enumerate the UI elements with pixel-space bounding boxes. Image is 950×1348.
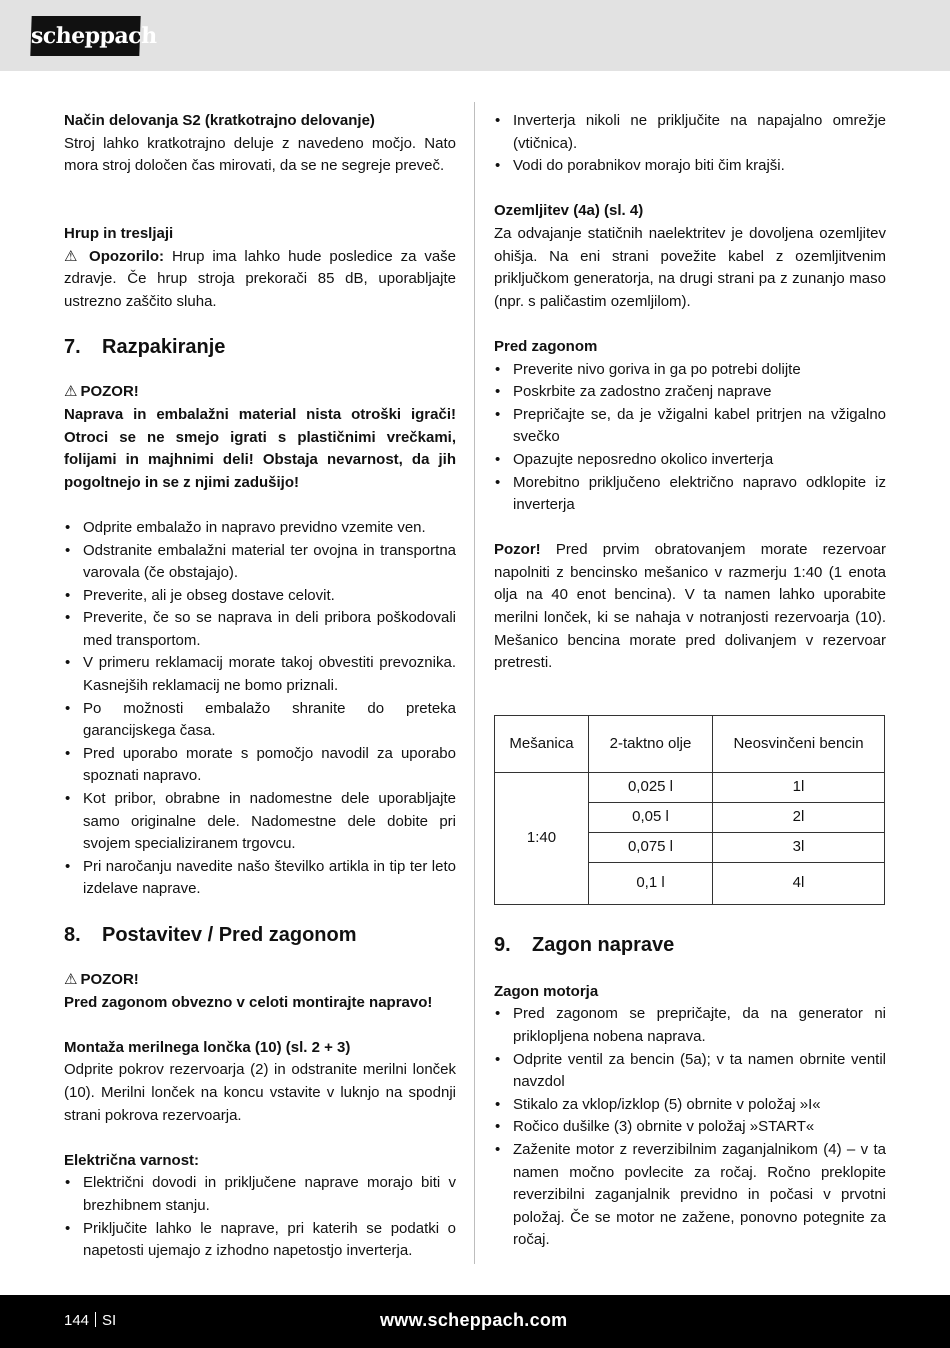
table-header: Neosvinčeni bencin (713, 715, 885, 772)
ground-title: Ozemljitev (4a) (sl. 4) (494, 202, 644, 220)
section-8-heading: 8. Postavitev / Pred zagonom (64, 924, 357, 946)
column-divider (474, 102, 475, 1264)
section-7-heading: 7. Razpakiranje (64, 336, 226, 359)
pozor-paragraph (494, 539, 886, 675)
table-cell: 0,1 l (589, 862, 713, 904)
right-column (494, 110, 886, 1252)
section-9-heading: 9. Zagon naprave (494, 933, 675, 956)
list-item: • Pred uporabo morate s pomočjo navodil za uporabo spoznati napravo. (64, 743, 456, 788)
cup-title: Montaža merilnega lončka (10) (sl. 2 + 3) (64, 1038, 351, 1056)
inverter-list (494, 110, 886, 178)
table-cell: 0,025 l (589, 772, 713, 802)
cup-text: Odprite pokrov rezervoarja (2) in odstranite merilni lonček (10). Merilni lonček na koncu vstavite v luknjo na spodnji strani pokrova rezervoarja. (64, 1061, 456, 1124)
s2-title: Način delovanja S2 (kratkotrajno delovanje) (64, 112, 375, 129)
list-item: • Preverite, ali je obseg dostave celovit. (64, 585, 456, 608)
sec7-warning-text: Naprava in embalažni material nista otroški igrači! Otroci se ne smejo igrati s plastičnimi vrečkami, folijami in majhnimi deli! Obstaja nevarnost, da jih pogoltnejo in se z njimi zadušijo! (64, 405, 456, 491)
mixture-table (494, 715, 885, 905)
list-item: • Prepričajte se, da je vžigalni kabel pritrjen na vžigalno svečko (494, 404, 886, 449)
page-header (0, 0, 950, 71)
warning-icon: ⚠ (64, 247, 82, 265)
motor-start-list (494, 1003, 886, 1252)
list-item: • Morebitno priključeno električno napravo odklopite iz inverterja (494, 472, 886, 517)
sec8-warning-text: Pred zagonom obvezno v celoti montirajte napravo! (64, 993, 433, 1011)
table-cell: 0,075 l (589, 832, 713, 862)
list-item: • Inverterja nikoli ne priključite na napajalno omrežje (vtičnica). (494, 110, 886, 155)
list-item: • Stikalo za vklop/izklop (5) obrnite v položaj »I« (494, 1094, 886, 1117)
table-header: 2-taktno olje (589, 715, 713, 772)
list-item: • Vodi do porabnikov morajo biti čim krajši. (494, 155, 886, 178)
table-cell: 0,05 l (589, 802, 713, 832)
pozor-label: Pozor! (494, 541, 541, 559)
table-cell: 1l (713, 772, 885, 802)
list-item: • Kot pribor, obrabne in nadomestne dele uporabljajte samo originalne dele. Nadomestne dele dobite pri svojem specializiranem trgovcu. (64, 788, 456, 856)
ground-text: Za odvajanje statičnih naelektritev je dovoljena ozemljitev ohišja. Na eni strani povežite kabel z ozemljitvenim priključkom generatorja, na drugi strani pa z zunanjo maso (npr. s paličastim ozemljilom). (494, 224, 886, 310)
list-item: • Preverite nivo goriva in ga po potrebi dolijte (494, 359, 886, 382)
list-item: • Zaženite motor z reverzibilnim zaganjalnikom (4) – v ta namen močno povlecite za ročaj. Ročno preklopite reverzibilni zaganjalnik previdno in počasi v prvotni položaj. Če se motor ne zažene, ponovno potegnite za ročaj. (494, 1139, 886, 1252)
sec7-warning: ⚠ POZOR! (64, 383, 139, 401)
sec8-warning: ⚠ POZOR! (64, 971, 139, 988)
scheppach-logo: scheppach (30, 16, 140, 56)
motor-title: Zagon motorja (494, 982, 599, 1000)
list-item: • Odstranite embalažni material ter ovojna in transportna varovala (če obstajajo). (64, 540, 456, 585)
noise-paragraph (64, 246, 456, 314)
left-column (64, 110, 456, 1263)
table-cell: 3l (713, 832, 885, 862)
page-footer (0, 1295, 950, 1348)
list-item: • Ročico dušilke (3) obrnite v položaj »START« (494, 1116, 886, 1139)
before-title: Pred zagonom (494, 337, 598, 355)
table-cell: 4l (713, 862, 885, 904)
page-number: 144 SI (64, 1312, 117, 1329)
list-item: • Poskrbite za zadostno zračenj naprave (494, 381, 886, 404)
list-item: • Opazujte neposredno okolico inverterja (494, 449, 886, 472)
noise-warn-label: Opozorilo: (89, 247, 165, 265)
website-link[interactable]: www.scheppach.com (380, 1310, 568, 1330)
list-item: • Odprite embalažo in napravo previdno vzemite ven. (64, 517, 456, 540)
list-item: • Preverite, če so se naprava in deli pribora poškodovali med transportom. (64, 607, 456, 652)
list-item: • Priključite lahko le naprave, pri katerih se podatki o napetosti ujemajo z izhodno napetostjo inverterja. (64, 1218, 456, 1263)
list-item: • Po možnosti embalažo shranite do preteka garancijskega časa. (64, 698, 456, 743)
warning-icon: ⚠ (64, 383, 78, 401)
table-cell-mix: 1:40 (495, 772, 589, 904)
list-item: • Električni dovodi in priključene naprave morajo biti v brezhibnem stanju. (64, 1172, 456, 1217)
table-header: Mešanica (495, 715, 589, 772)
elec-title: Električna varnost: (64, 1151, 200, 1169)
list-item: • Pred zagonom se prepričajte, da na generator ni priklopljena nobena naprava. (494, 1003, 886, 1048)
list-item: • Odprite ventil za bencin (5a); v ta namen obrnite ventil navzdol (494, 1049, 886, 1094)
s2-text: Stroj lahko kratkotrajno deluje z navedeno močjo. Nato mora stroj določen čas mirovati, da se ne segreje preveč. (64, 134, 456, 175)
electrical-list (64, 1172, 456, 1262)
table-cell: 2l (713, 802, 885, 832)
separator (95, 1312, 96, 1327)
unpacking-list (64, 517, 456, 901)
pozor-text: Pred prvim obratovanjem morate rezervoar napolniti z bencinsko mešanico v razmerju 1:40 (1 enota olja na 40 enot bencina). V ta namen lahko uporabite merilni lonček, ki se nahaja v notranjosti rezervoarja (10). Mešanico bencina morate pred dolivanjem v rezervoar pretresti. (494, 541, 886, 672)
noise-text: Hrup ima lahko hude posledice za vaše zdravje. Če hrup stroja prekorači 85 dB, uporabljajte ustrezno zaščito sluha. (64, 247, 457, 310)
before-start-list (494, 359, 886, 517)
list-item: • V primeru reklamacij morate takoj obvestiti prevoznika. Kasnejših reklamacij ne bomo priznali. (64, 652, 456, 697)
list-item: • Pri naročanju navedite našo številko artikla in tip ter leto izdelave naprave. (64, 856, 456, 901)
warning-icon: ⚠ (64, 971, 78, 988)
noise-title: Hrup in tresljaji (64, 224, 174, 242)
